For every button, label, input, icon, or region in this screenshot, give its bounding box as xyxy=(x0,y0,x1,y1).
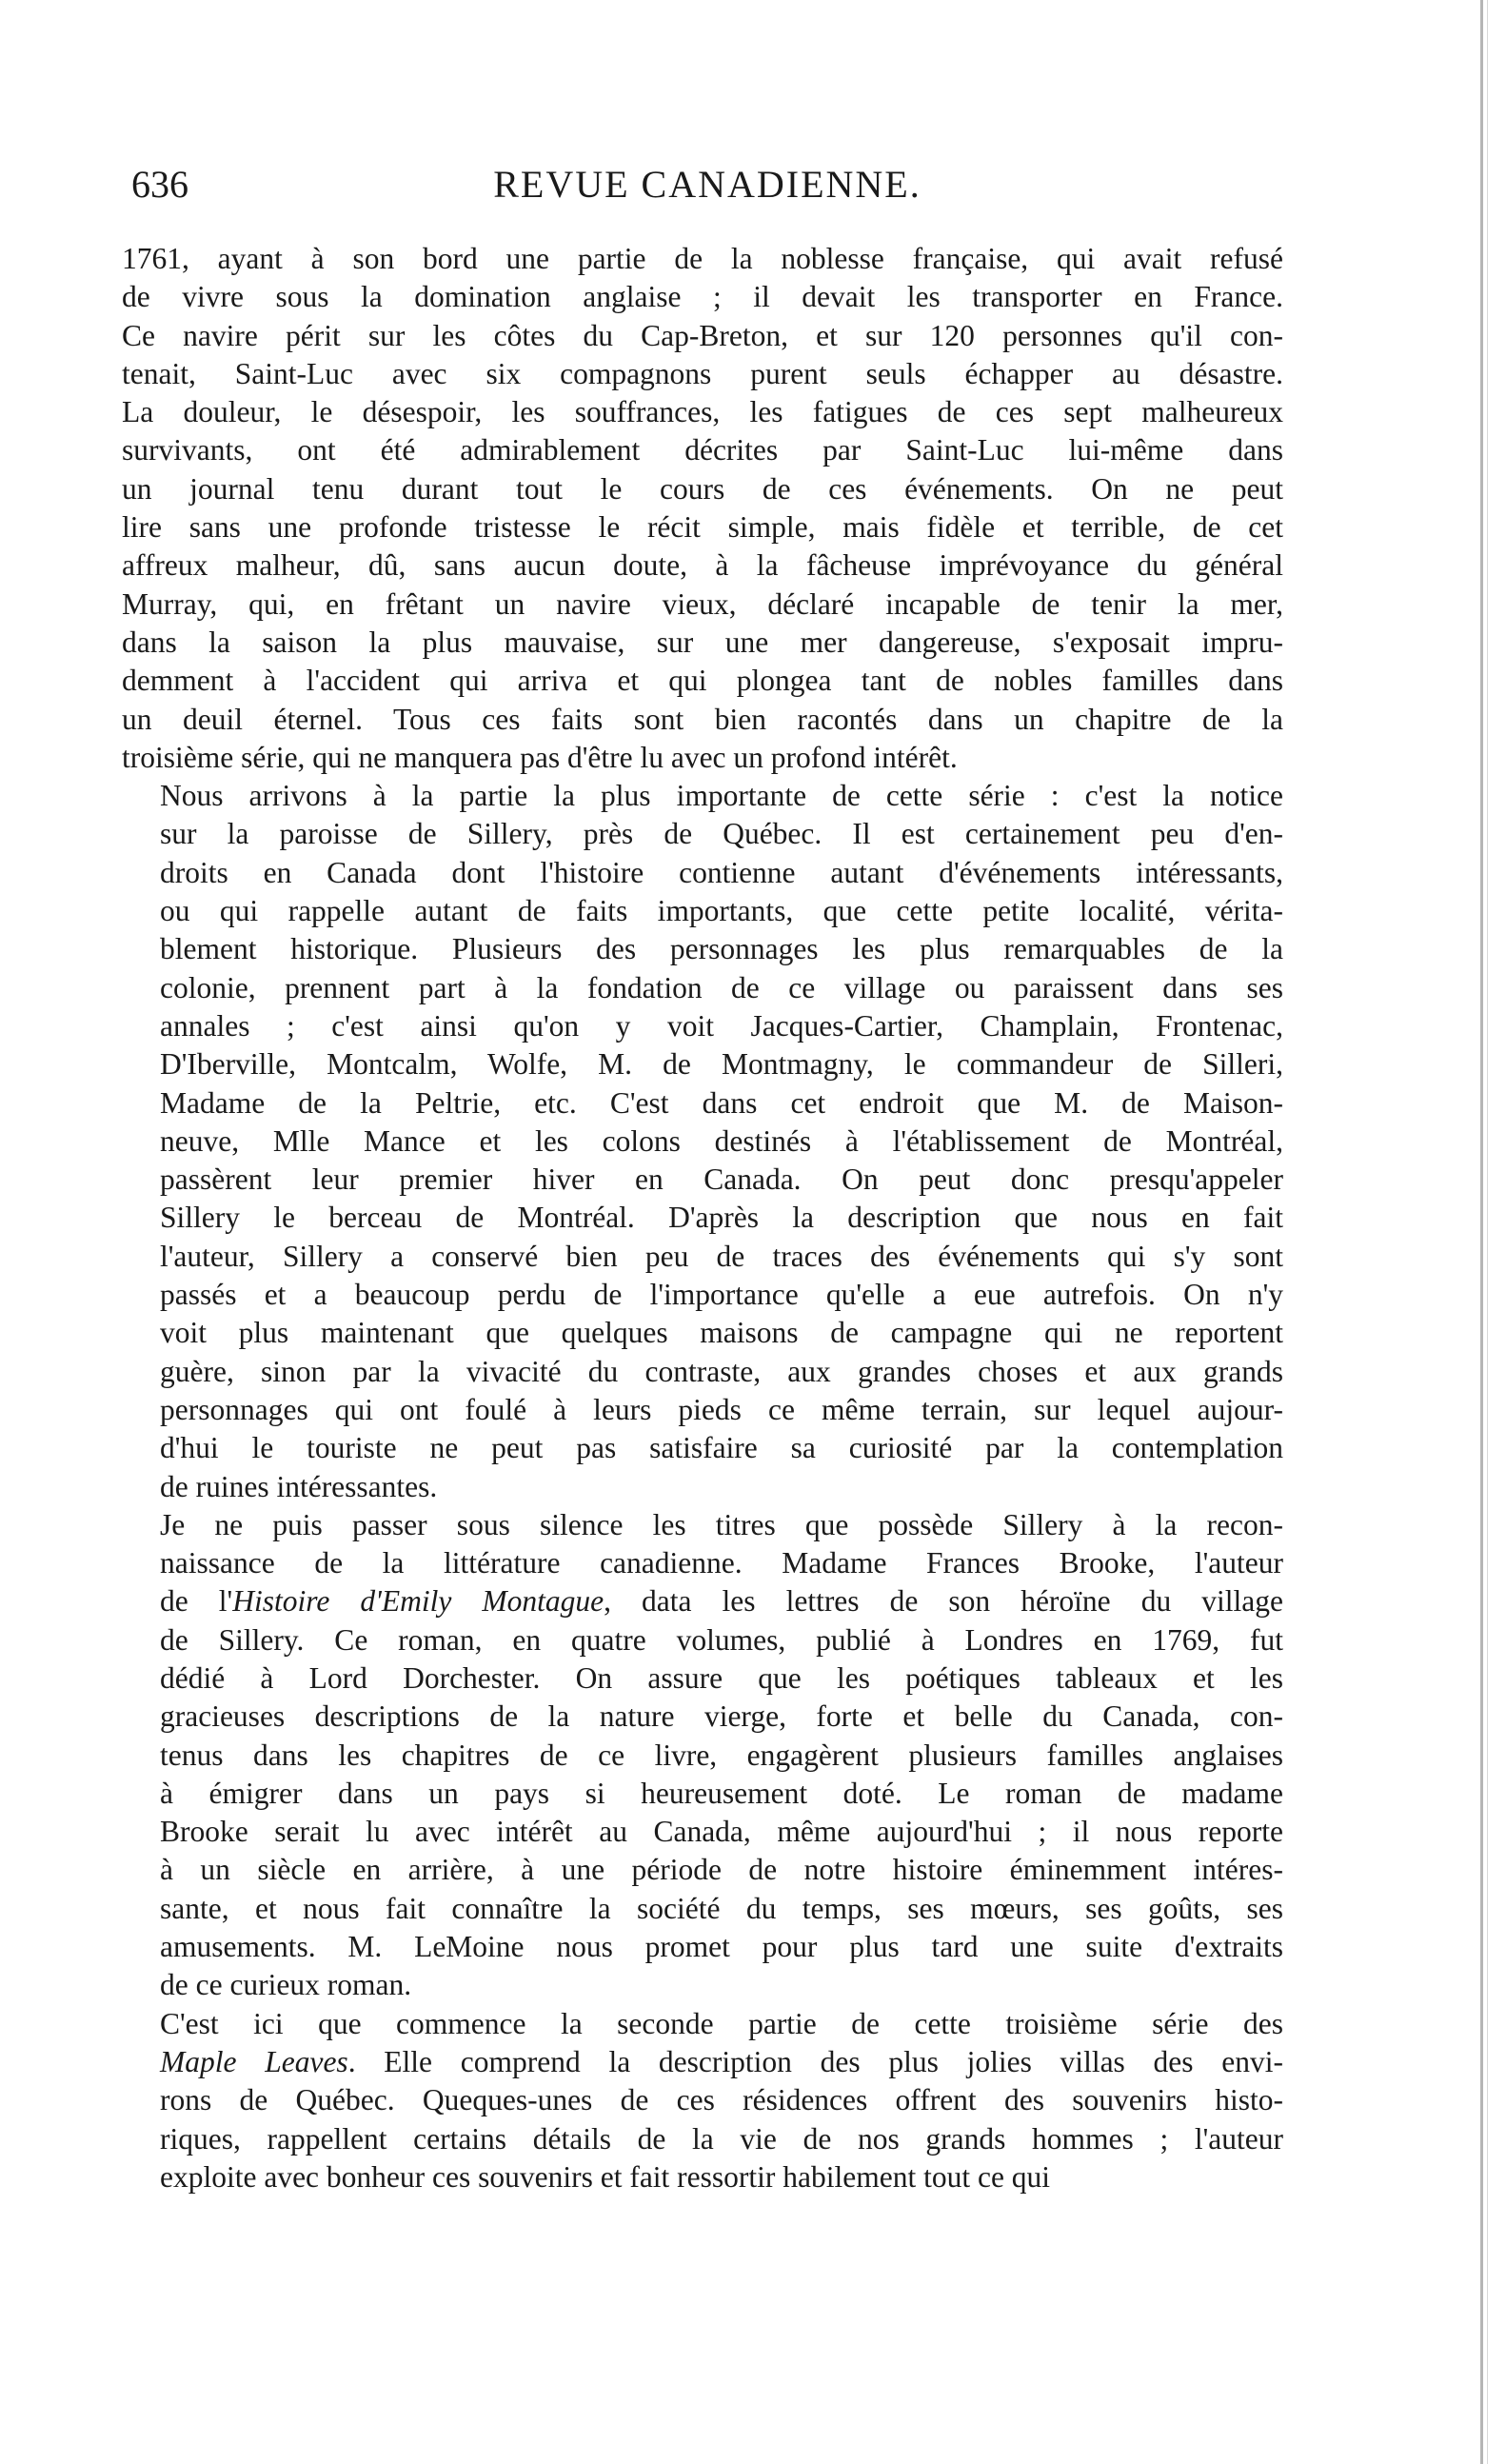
text-line: Sillery le berceau de Montréal. D'après la description que nous en fait xyxy=(160,1201,1283,1235)
text-line: exploite avec bonheur ces souvenirs et fait ressortir habilement tout ce qui xyxy=(160,2159,1051,2194)
text-line: C'est ici que commence la seconde partie de cette troisième série des xyxy=(160,2006,1283,2040)
text-line: naissance de la littérature canadienne. Madame Frances Brooke, l'auteur xyxy=(160,1546,1283,1580)
text-line: neuve, Mlle Mance et les colons destinés à l'établissement de Montréal, xyxy=(160,1123,1283,1158)
text-line: lire sans une profonde tristesse le récit simple, mais fidèle et terrible, de cet xyxy=(122,510,1283,545)
text-line: de vivre sous la domination anglaise ; il devait les transporter en France. xyxy=(122,280,1283,314)
text-line: voit plus maintenant que quelques maisons de campagne qui ne reportent xyxy=(160,1316,1283,1350)
text-line: tenait, Saint-Luc avec six compagnons purent seuls échapper au désastre. xyxy=(122,356,1283,390)
paragraph-2 xyxy=(122,777,1283,1506)
text-line: à émigrer dans un pays si heureusement doté. Le roman de madame xyxy=(160,1776,1283,1810)
text-line: Madame de la Peltrie, etc. C'est dans cet endroit que M. de Maison- xyxy=(160,1085,1283,1120)
paragraph-4 xyxy=(122,2005,1283,2196)
italic-title: Maple Leaves xyxy=(160,2044,348,2078)
text-line: Murray, qui, en frêtant un navire vieux, déclaré incapable de tenir la mer, xyxy=(122,586,1283,621)
text-line: passés et a beaucoup perdu de l'importance qu'elle a eue autrefois. On n'y xyxy=(160,1278,1283,1312)
text-line: annales ; c'est ainsi qu'on y voit Jacques-Cartier, Champlain, Frontenac, xyxy=(160,1008,1283,1043)
italic-title: Histoire d'Emily Montague xyxy=(232,1584,604,1619)
text-line: Nous arrivons à la partie la plus importante de cette série : c'est la notice xyxy=(160,779,1283,813)
text-line: rons de Québec. Queques-unes de ces résidences offrent des souvenirs histo- xyxy=(160,2083,1283,2117)
text-line: sante, et nous fait connaître la société du temps, ses mœurs, ses goûts, ses xyxy=(160,1891,1283,1925)
text-line: 1761, ayant à son bord une partie de la noblesse française, qui avait refusé xyxy=(122,242,1283,275)
text-line: riques, rappellent certains détails de la vie de nos grands hommes ; l'auteur xyxy=(160,2121,1283,2156)
text-line: tenus dans les chapitres de ce livre, engagèrent plusieurs familles anglaises xyxy=(160,1738,1283,1772)
text-line: blement historique. Plusieurs des personnages les plus remarquables de la xyxy=(160,932,1283,966)
paragraph-3 xyxy=(122,1506,1283,2005)
text-line: passèrent leur premier hiver en Canada. On peut donc presqu'appeler xyxy=(160,1162,1283,1197)
page-header xyxy=(122,162,1293,219)
text-line: guère, sinon par la vivacité du contraste, aux grandes choses et aux grands xyxy=(160,1354,1283,1388)
text-line: affreux malheur, dû, sans aucun doute, à la fâcheuse imprévoyance du général xyxy=(122,548,1283,583)
text-line: de ce curieux roman. xyxy=(160,1968,412,2002)
text-line: dans la saison la plus mauvaise, sur une mer dangereuse, s'exposait impru- xyxy=(122,625,1283,659)
text-line: D'Iberville, Montcalm, Wolfe, M. de Montmagny, le commandeur de Silleri, xyxy=(160,1047,1283,1082)
text-line: droits en Canada dont l'histoire contienne autant d'événements intéressants, xyxy=(160,855,1283,889)
page-number: 636 xyxy=(131,163,188,206)
page-edge-line xyxy=(1480,0,1483,2464)
text-line: colonie, prennent part à la fondation de ce village ou paraissent dans ses xyxy=(160,970,1283,1004)
text-line: dédié à Lord Dorchester. On assure que les poétiques tableaux et les xyxy=(160,1660,1283,1695)
text-line: La douleur, le désespoir, les souffrances, les fatigues de ces sept malheureux xyxy=(122,395,1283,429)
text-line: d'hui le touriste ne peut pas satisfaire sa curiosité par la contemplation xyxy=(160,1431,1283,1465)
text-line: survivants, ont été admirablement décrites par Saint-Luc lui-même dans xyxy=(122,433,1283,467)
text-line: de Sillery. Ce roman, en quatre volumes, publié à Londres en 1769, fut xyxy=(160,1622,1283,1657)
text-line: de ruines intéressantes. xyxy=(160,1469,438,1503)
text-line: demment à l'accident qui arriva et qui plongea tant de nobles familles dans xyxy=(122,664,1283,698)
text-line: un journal tenu durant tout le cours de ces événements. On ne peut xyxy=(122,471,1283,506)
text-line: sur la paroisse de Sillery, près de Québec. Il est certainement peu d'en- xyxy=(160,817,1283,851)
text-line: gracieuses descriptions de la nature vierge, forte et belle du Canada, con- xyxy=(160,1699,1283,1734)
text-line: personnages qui ont foulé à leurs pieds ce même terrain, sur lequel aujour- xyxy=(160,1392,1283,1426)
text-line: l'auteur, Sillery a conservé bien peu de traces des événements qui s'y sont xyxy=(160,1239,1283,1273)
paragraph-1 xyxy=(122,240,1283,777)
running-title: REVUE CANADIENNE. xyxy=(493,163,921,206)
text-line: Je ne puis passer sous silence les titres que possède Sillery à la recon- xyxy=(160,1507,1283,1541)
text-line: Brooke serait lu avec intérêt au Canada, même aujourd'hui ; il nous reporte xyxy=(160,1815,1283,1849)
body-text xyxy=(122,240,1283,2196)
page-edge-line-secondary xyxy=(1487,0,1488,2464)
text-line: Maple Leaves. Elle comprend la description des plus jolies villas des envi- xyxy=(160,2044,1283,2078)
text-line: troisième série, qui ne manquera pas d'être lu avec un profond intérêt. xyxy=(122,740,958,774)
text-line: de l'Histoire d'Emily Montague, data les lettres de son héroïne du village xyxy=(160,1584,1283,1619)
text-line: ou qui rappelle autant de faits importants, que cette petite localité, vérita- xyxy=(160,894,1283,928)
text-line: à un siècle en arrière, à une période de notre histoire éminemment intéres- xyxy=(160,1853,1283,1887)
text-line: un deuil éternel. Tous ces faits sont bien racontés dans un chapitre de la xyxy=(122,702,1283,736)
text-line: amusements. M. LeMoine nous promet pour plus tard une suite d'extraits xyxy=(160,1930,1283,1964)
text-line: Ce navire périt sur les côtes du Cap-Breton, et sur 120 personnes qu'il con- xyxy=(122,318,1283,352)
